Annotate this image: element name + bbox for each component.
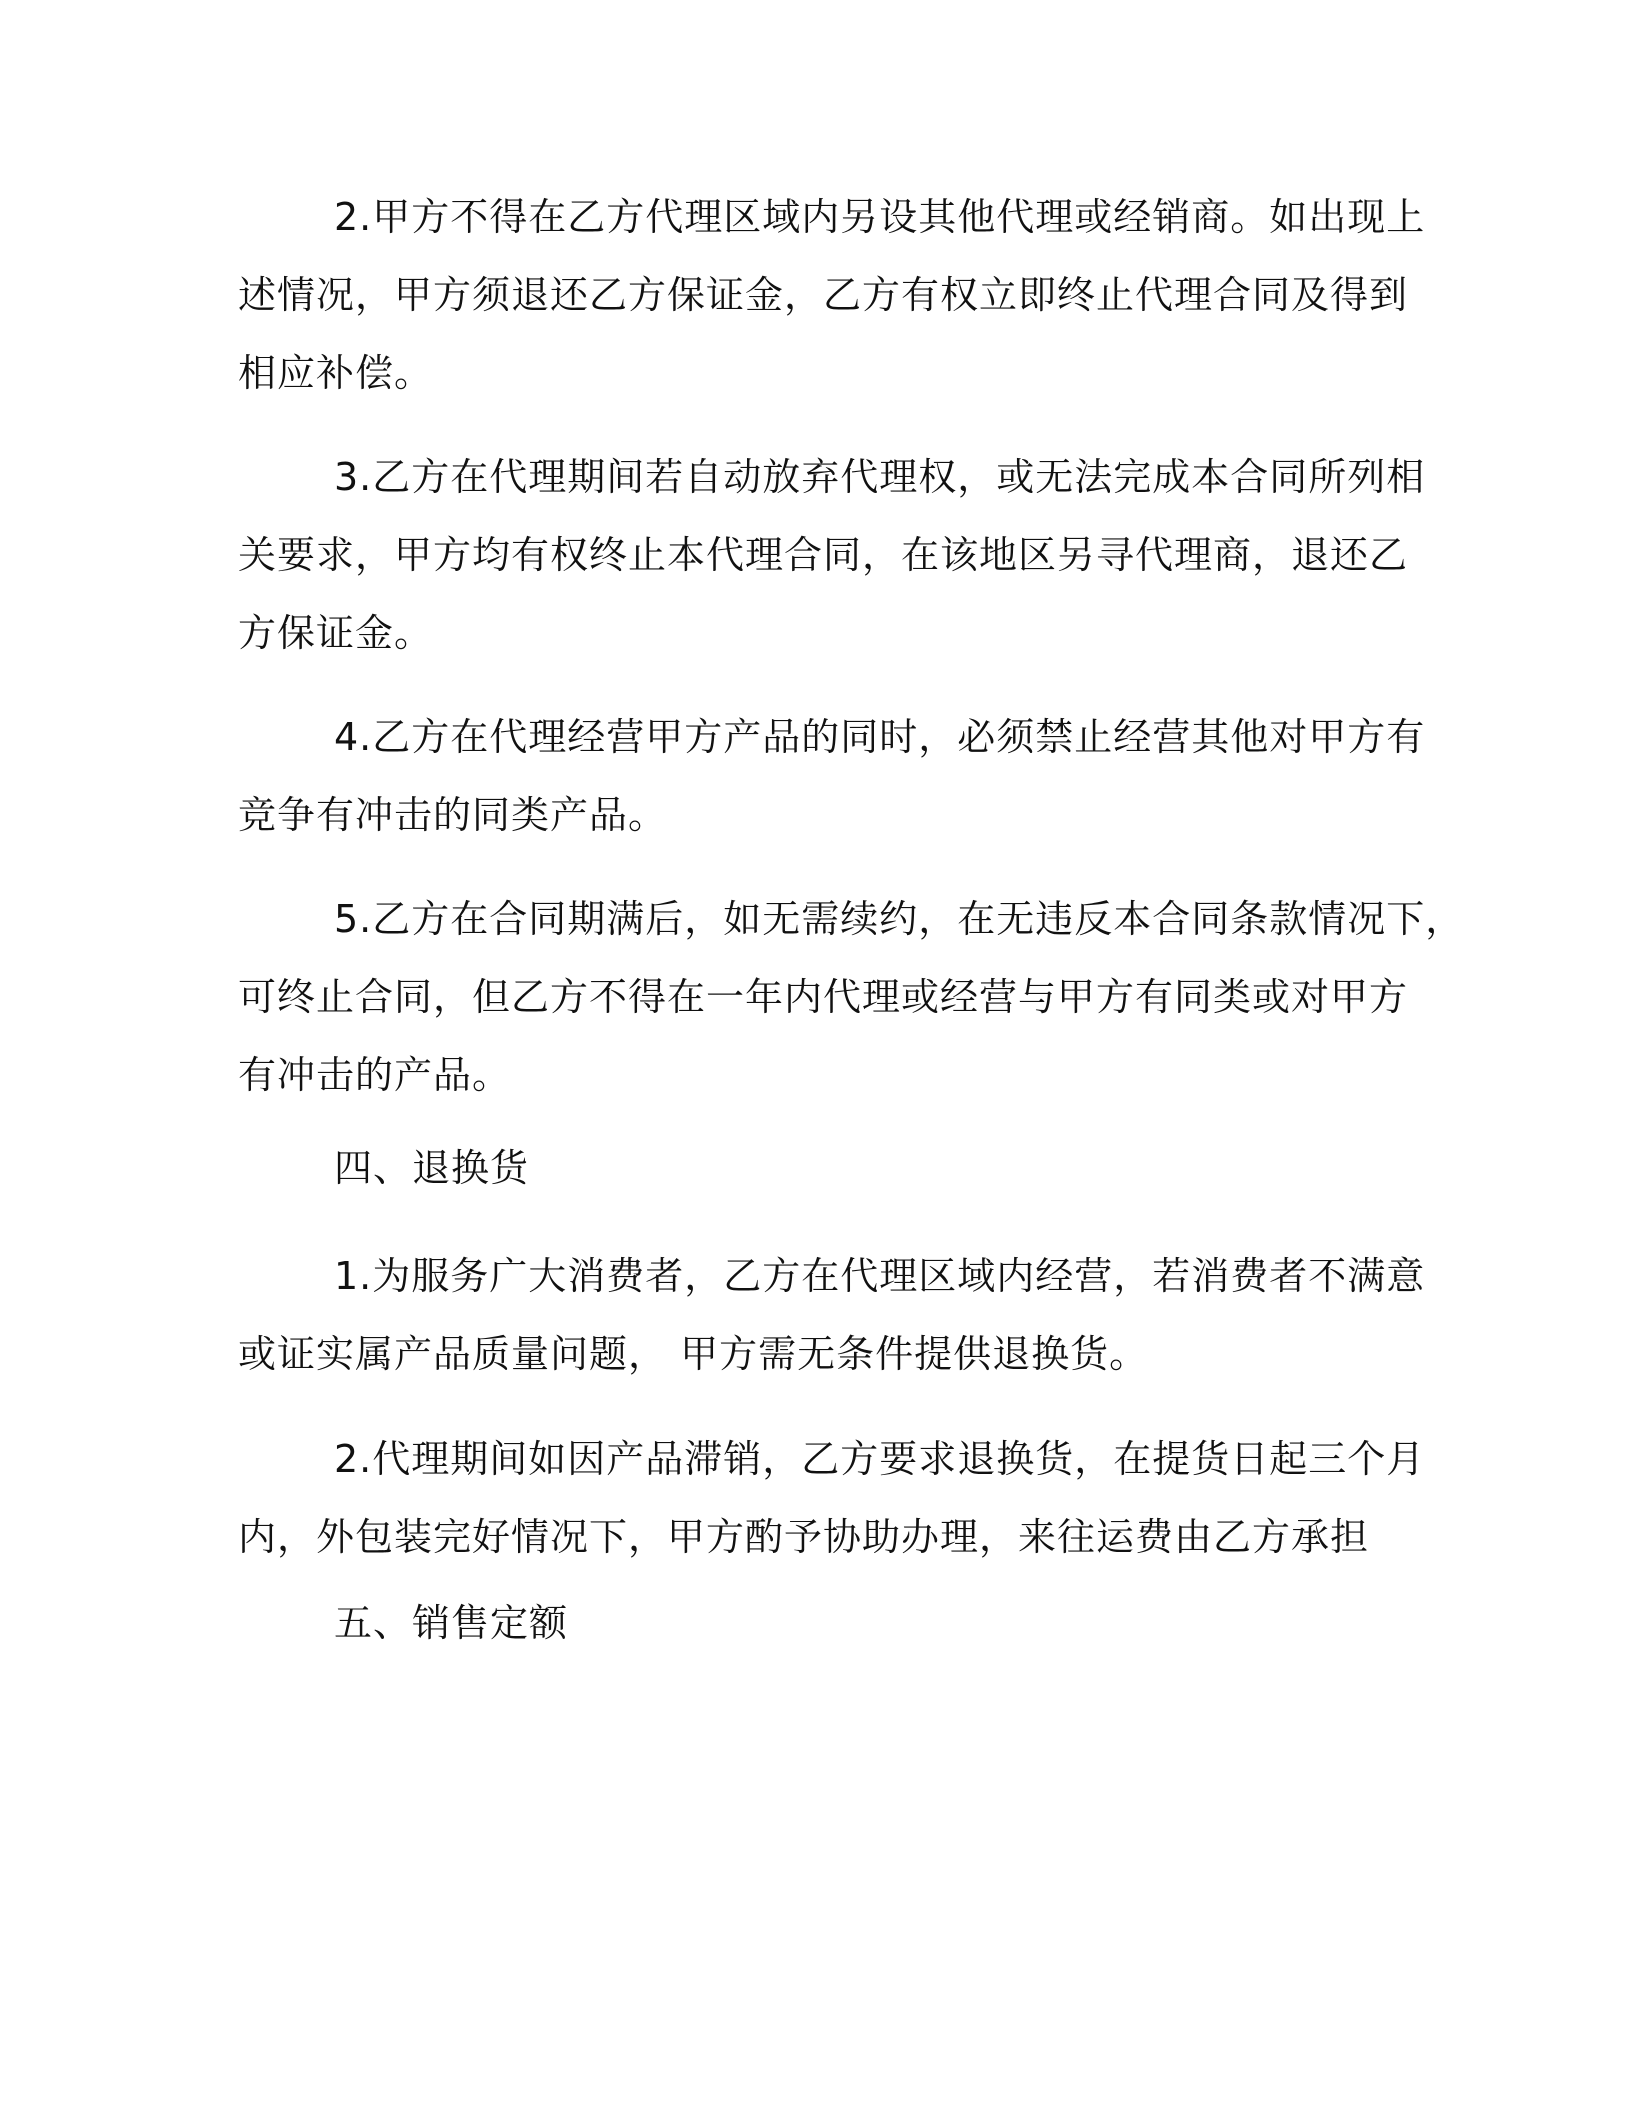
text-line: 或证实属产品质量问题， 甲方需无条件提供退换货。 bbox=[238, 1332, 1149, 1376]
text-line: 2.甲方不得在乙方代理区域内另设其他代理或经销商。如出现上 bbox=[334, 195, 1426, 239]
text-line: 内，外包装完好情况下，甲方酌予协助办理，来往运费由乙方承担 bbox=[238, 1515, 1370, 1559]
text-line: 相应补偿。 bbox=[238, 351, 434, 395]
text-line: 有冲击的产品。 bbox=[238, 1053, 512, 1097]
clause-5 bbox=[238, 880, 1465, 1114]
text-line: 3.乙方在代理期间若自动放弃代理权，或无法完成本合同所列相 bbox=[334, 455, 1426, 499]
text-line: 方保证金。 bbox=[238, 611, 434, 655]
text-line: 竞争有冲击的同类产品。 bbox=[238, 793, 668, 837]
text-line: 5.乙方在合同期满后，如无需续约，在无违反本合同条款情况下， bbox=[334, 897, 1465, 941]
text-line: 4.乙方在代理经营甲方产品的同时，必须禁止经营其他对甲方有 bbox=[334, 715, 1426, 759]
section-heading-returns: 四、退换货 bbox=[334, 1146, 530, 1190]
text-line: 2.代理期间如因产品滞销，乙方要求退换货，在提货日起三个月 bbox=[334, 1437, 1426, 1481]
returns-item-1 bbox=[238, 1237, 1426, 1393]
text-line: 可终止合同，但乙方不得在一年内代理或经营与甲方有同类或对甲方 bbox=[238, 975, 1409, 1019]
clause-2 bbox=[238, 178, 1426, 412]
returns-item-2 bbox=[238, 1420, 1426, 1576]
section-heading-sales-quota: 五、销售定额 bbox=[334, 1601, 569, 1645]
text-line: 关要求，甲方均有权终止本代理合同，在该地区另寻代理商，退还乙 bbox=[238, 533, 1409, 577]
clause-3 bbox=[238, 438, 1426, 672]
clause-4 bbox=[238, 698, 1426, 854]
text-line: 1.为服务广大消费者，乙方在代理区域内经营，若消费者不满意 bbox=[334, 1254, 1426, 1298]
text-line: 述情况，甲方须退还乙方保证金，乙方有权立即终止代理合同及得到 bbox=[238, 273, 1409, 317]
